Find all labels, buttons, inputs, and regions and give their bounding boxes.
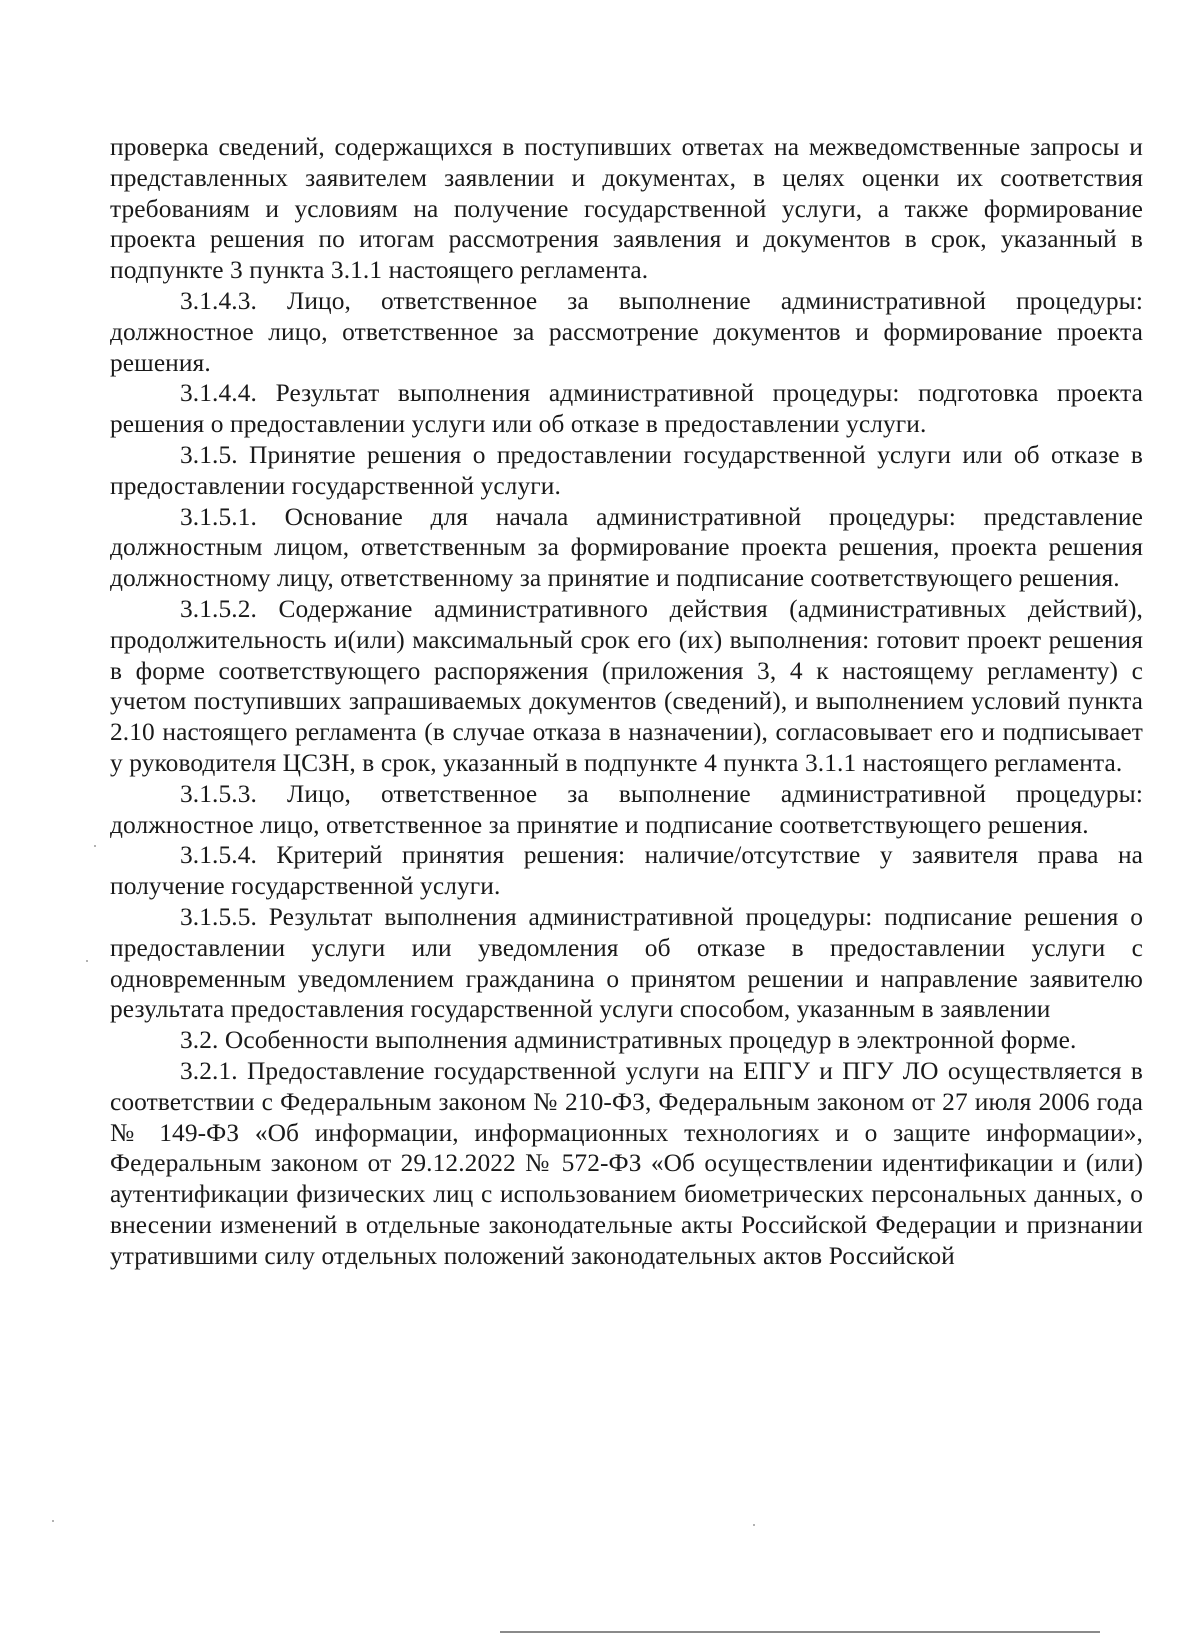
paragraph-continuation: проверка сведений, содержащихся в поступивших ответах на межведомственные запросы и представленных заявителем заявлении и документах, в целях оценки их соответствия требованиям и условиям на получение государственной услуги, а также формирование проекта решения по итогам рассмотрения заявления и документов в срок, указанный в подпункте 3 пункта 3.1.1 настоящего регламента.: [110, 133, 1143, 285]
scan-speck: [86, 960, 88, 962]
paragraph-3-1-5: 3.1.5. Принятие решения о предоставлении государственной услуги или об отказе в предоставлении государственной услуги.: [110, 440, 1143, 500]
paragraph-3-1-5-5: 3.1.5.5. Результат выполнения административной процедуры: подписание решения о предоставлении услуги или уведомления об отказе в предоставлении услуги с одновременным уведомлением гражданина о принятом решении и направление заявителю результата предоставления государственной услуги способом, указанным в заявлении: [110, 902, 1143, 1024]
paragraph-3-1-5-4: 3.1.5.4. Критерий принятия решения: наличие/отсутствие у заявителя права на получение государственной услуги.: [110, 841, 1143, 901]
paragraph-3-1-5-2: 3.1.5.2. Содержание административного действия (административных действий), продолжительность и(или) максимальный срок его (их) выполнения: готовит проект решения в форме соответствующего распоряжения (приложения 3, 4 к настоящему регламенту) с учетом поступивших запрашиваемых документов (сведений), и выполнением условий пункта 2.10 настоящего регламента (в случае отказа в назначении), согласовывает его и подписывает у руководителя ЦСЗН, в срок, указанный в подпункте 4 пункта 3.1.1 настоящего регламента.: [110, 594, 1143, 777]
document-body: [110, 132, 1143, 1271]
paragraph-3-1-4-3: 3.1.4.3. Лицо, ответственное за выполнение административной процедуры: должностное лицо, ответственное за рассмотрение документов и формирование проекта решения.: [110, 286, 1143, 377]
scan-speck: [753, 1524, 755, 1526]
paragraph-3-1-5-3: 3.1.5.3. Лицо, ответственное за выполнение административной процедуры: должностное лицо, ответственное за принятие и подписание соответствующего решения.: [110, 779, 1143, 839]
paragraph-3-1-4-4: 3.1.4.4. Результат выполнения административной процедуры: подготовка проекта решения о предоставлении услуги или об отказе в предоставлении услуги.: [110, 379, 1143, 439]
paragraph-3-2-1: 3.2.1. Предоставление государственной услуги на ЕПГУ и ПГУ ЛО осуществляется в соответствии с Федеральным законом № 210-ФЗ, Федеральным законом от 27 июля 2006 года № 149-ФЗ «Об информации, информационных технологиях и о защите информации», Федеральным законом от 29.12.2022 № 572-ФЗ «Об осуществлении идентификации и (или) аутентификации физических лиц с использованием биометрических персональных данных, о внесении изменений в отдельные законодательные акты Российской Федерации и признании утратившими силу отдельных положений законодательных актов Российской: [110, 1056, 1143, 1270]
paragraph-3-2: 3.2. Особенности выполнения административных процедур в электронной форме.: [180, 1026, 1077, 1055]
scan-edge-line: [500, 1631, 1100, 1633]
scan-speck: [94, 845, 96, 847]
scan-speck: [52, 1520, 54, 1522]
paragraph-3-1-5-1: 3.1.5.1. Основание для начала административной процедуры: представление должностным лицом, ответственным за формирование проекта решения, проекта решения должностному лицу, ответственному за принятие и подписание соответствующего решения.: [110, 502, 1143, 593]
